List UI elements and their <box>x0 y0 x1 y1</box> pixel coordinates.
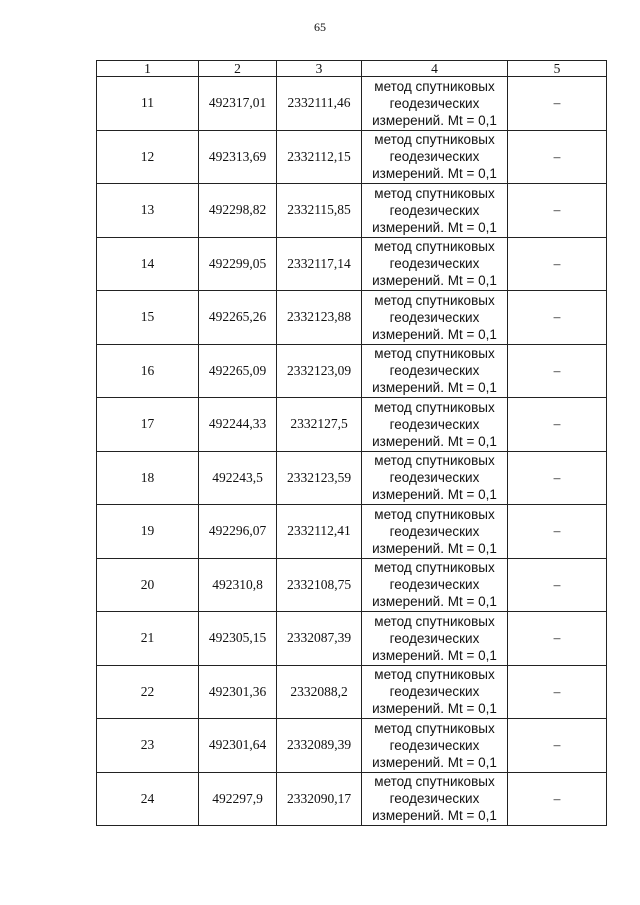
method-cell <box>362 291 508 345</box>
method-line-2: геодезических <box>389 256 480 272</box>
method-line-3: измерений. Mt = 0,1 <box>372 433 497 449</box>
x-coordinate-cell: 492298,82 <box>199 184 277 238</box>
note-cell: – <box>508 184 607 238</box>
y-coordinate-cell: 2332115,85 <box>277 184 362 238</box>
coordinates-table <box>96 60 607 826</box>
note-cell: – <box>508 130 607 184</box>
point-number-cell: 18 <box>97 451 199 505</box>
table-row <box>97 772 607 826</box>
header-col-3: 3 <box>277 61 362 77</box>
table-row <box>97 184 607 238</box>
point-number-cell: 19 <box>97 505 199 559</box>
method-cell <box>362 184 508 238</box>
method-line-2: геодезических <box>389 577 480 593</box>
method-line-2: геодезических <box>389 95 480 111</box>
point-number-cell: 16 <box>97 344 199 398</box>
note-cell: – <box>508 665 607 719</box>
method-line-2: геодезических <box>389 149 480 165</box>
table-row <box>97 130 607 184</box>
table-row <box>97 398 607 452</box>
point-number-cell: 17 <box>97 398 199 452</box>
header-col-5: 5 <box>508 61 607 77</box>
x-coordinate-cell: 492301,64 <box>199 719 277 773</box>
table-row <box>97 77 607 131</box>
table-row <box>97 237 607 291</box>
method-line-3: измерений. Mt = 0,1 <box>372 326 497 342</box>
method-line-3: измерений. Mt = 0,1 <box>372 487 497 503</box>
header-col-4: 4 <box>362 61 508 77</box>
method-line-2: геодезических <box>389 309 480 325</box>
x-coordinate-cell: 492305,15 <box>199 612 277 666</box>
note-cell: – <box>508 772 607 826</box>
method-line-1: метод спутниковых <box>374 292 495 308</box>
method-line-3: измерений. Mt = 0,1 <box>372 166 497 182</box>
method-line-1: метод спутниковых <box>374 239 495 255</box>
table-row <box>97 344 607 398</box>
y-coordinate-cell: 2332123,88 <box>277 291 362 345</box>
point-number-cell: 20 <box>97 558 199 612</box>
x-coordinate-cell: 492317,01 <box>199 77 277 131</box>
note-cell: – <box>508 558 607 612</box>
table-row <box>97 665 607 719</box>
note-cell: – <box>508 77 607 131</box>
method-line-1: метод спутниковых <box>374 506 495 522</box>
method-line-1: метод спутниковых <box>374 774 495 790</box>
method-line-1: метод спутниковых <box>374 720 495 736</box>
x-coordinate-cell: 492265,26 <box>199 291 277 345</box>
method-line-1: метод спутниковых <box>374 132 495 148</box>
note-cell: – <box>508 612 607 666</box>
note-cell: – <box>508 398 607 452</box>
note-cell: – <box>508 451 607 505</box>
method-line-2: геодезических <box>389 363 480 379</box>
method-line-3: измерений. Mt = 0,1 <box>372 273 497 289</box>
method-line-1: метод спутниковых <box>374 185 495 201</box>
table-row <box>97 451 607 505</box>
note-cell: – <box>508 237 607 291</box>
point-number-cell: 11 <box>97 77 199 131</box>
y-coordinate-cell: 2332112,15 <box>277 130 362 184</box>
note-cell: – <box>508 291 607 345</box>
point-number-cell: 15 <box>97 291 199 345</box>
method-line-2: геодезических <box>389 630 480 646</box>
y-coordinate-cell: 2332123,09 <box>277 344 362 398</box>
x-coordinate-cell: 492313,69 <box>199 130 277 184</box>
point-number-cell: 22 <box>97 665 199 719</box>
method-line-3: измерений. Mt = 0,1 <box>372 380 497 396</box>
page-number: 65 <box>314 20 326 34</box>
point-number-cell: 13 <box>97 184 199 238</box>
method-line-2: геодезических <box>389 684 480 700</box>
method-line-2: геодезических <box>389 737 480 753</box>
header-row <box>97 61 607 77</box>
method-line-2: геодезических <box>389 791 480 807</box>
method-line-2: геодезических <box>389 523 480 539</box>
method-line-3: измерений. Mt = 0,1 <box>372 112 497 128</box>
y-coordinate-cell: 2332127,5 <box>277 398 362 452</box>
y-coordinate-cell: 2332108,75 <box>277 558 362 612</box>
x-coordinate-cell: 492299,05 <box>199 237 277 291</box>
point-number-cell: 21 <box>97 612 199 666</box>
note-cell: – <box>508 719 607 773</box>
point-number-cell: 14 <box>97 237 199 291</box>
table-row <box>97 719 607 773</box>
method-line-1: метод спутниковых <box>374 613 495 629</box>
method-cell <box>362 344 508 398</box>
y-coordinate-cell: 2332087,39 <box>277 612 362 666</box>
method-line-1: метод спутниковых <box>374 78 495 94</box>
x-coordinate-cell: 492310,8 <box>199 558 277 612</box>
point-number-cell: 12 <box>97 130 199 184</box>
method-cell <box>362 612 508 666</box>
table-row <box>97 291 607 345</box>
note-cell: – <box>508 505 607 559</box>
method-line-1: метод спутниковых <box>374 399 495 415</box>
y-coordinate-cell: 2332088,2 <box>277 665 362 719</box>
header-col-2: 2 <box>199 61 277 77</box>
method-line-2: геодезических <box>389 470 480 486</box>
method-cell <box>362 77 508 131</box>
method-line-3: измерений. Mt = 0,1 <box>372 808 497 824</box>
method-line-3: измерений. Mt = 0,1 <box>372 647 497 663</box>
point-number-cell: 24 <box>97 772 199 826</box>
method-cell <box>362 505 508 559</box>
method-line-1: метод спутниковых <box>374 667 495 683</box>
y-coordinate-cell: 2332111,46 <box>277 77 362 131</box>
method-line-2: геодезических <box>389 416 480 432</box>
y-coordinate-cell: 2332090,17 <box>277 772 362 826</box>
table-row <box>97 505 607 559</box>
method-cell <box>362 772 508 826</box>
table-body <box>97 77 607 826</box>
method-line-3: измерений. Mt = 0,1 <box>372 540 497 556</box>
method-line-3: измерений. Mt = 0,1 <box>372 701 497 717</box>
x-coordinate-cell: 492301,36 <box>199 665 277 719</box>
method-line-3: измерений. Mt = 0,1 <box>372 594 497 610</box>
y-coordinate-cell: 2332117,14 <box>277 237 362 291</box>
x-coordinate-cell: 492297,9 <box>199 772 277 826</box>
x-coordinate-cell: 492243,5 <box>199 451 277 505</box>
x-coordinate-cell: 492244,33 <box>199 398 277 452</box>
method-cell <box>362 558 508 612</box>
method-cell <box>362 237 508 291</box>
method-cell <box>362 398 508 452</box>
method-line-1: метод спутниковых <box>374 453 495 469</box>
y-coordinate-cell: 2332123,59 <box>277 451 362 505</box>
method-cell <box>362 130 508 184</box>
header-col-1: 1 <box>97 61 199 77</box>
method-cell <box>362 451 508 505</box>
method-cell <box>362 719 508 773</box>
note-cell: – <box>508 344 607 398</box>
x-coordinate-cell: 492296,07 <box>199 505 277 559</box>
method-line-2: геодезических <box>389 202 480 218</box>
y-coordinate-cell: 2332112,41 <box>277 505 362 559</box>
method-line-3: измерений. Mt = 0,1 <box>372 219 497 235</box>
method-line-1: метод спутниковых <box>374 560 495 576</box>
method-line-1: метод спутниковых <box>374 346 495 362</box>
point-number-cell: 23 <box>97 719 199 773</box>
x-coordinate-cell: 492265,09 <box>199 344 277 398</box>
method-line-3: измерений. Mt = 0,1 <box>372 754 497 770</box>
table-row <box>97 558 607 612</box>
y-coordinate-cell: 2332089,39 <box>277 719 362 773</box>
method-cell <box>362 665 508 719</box>
table-header <box>97 61 607 77</box>
table-row <box>97 612 607 666</box>
